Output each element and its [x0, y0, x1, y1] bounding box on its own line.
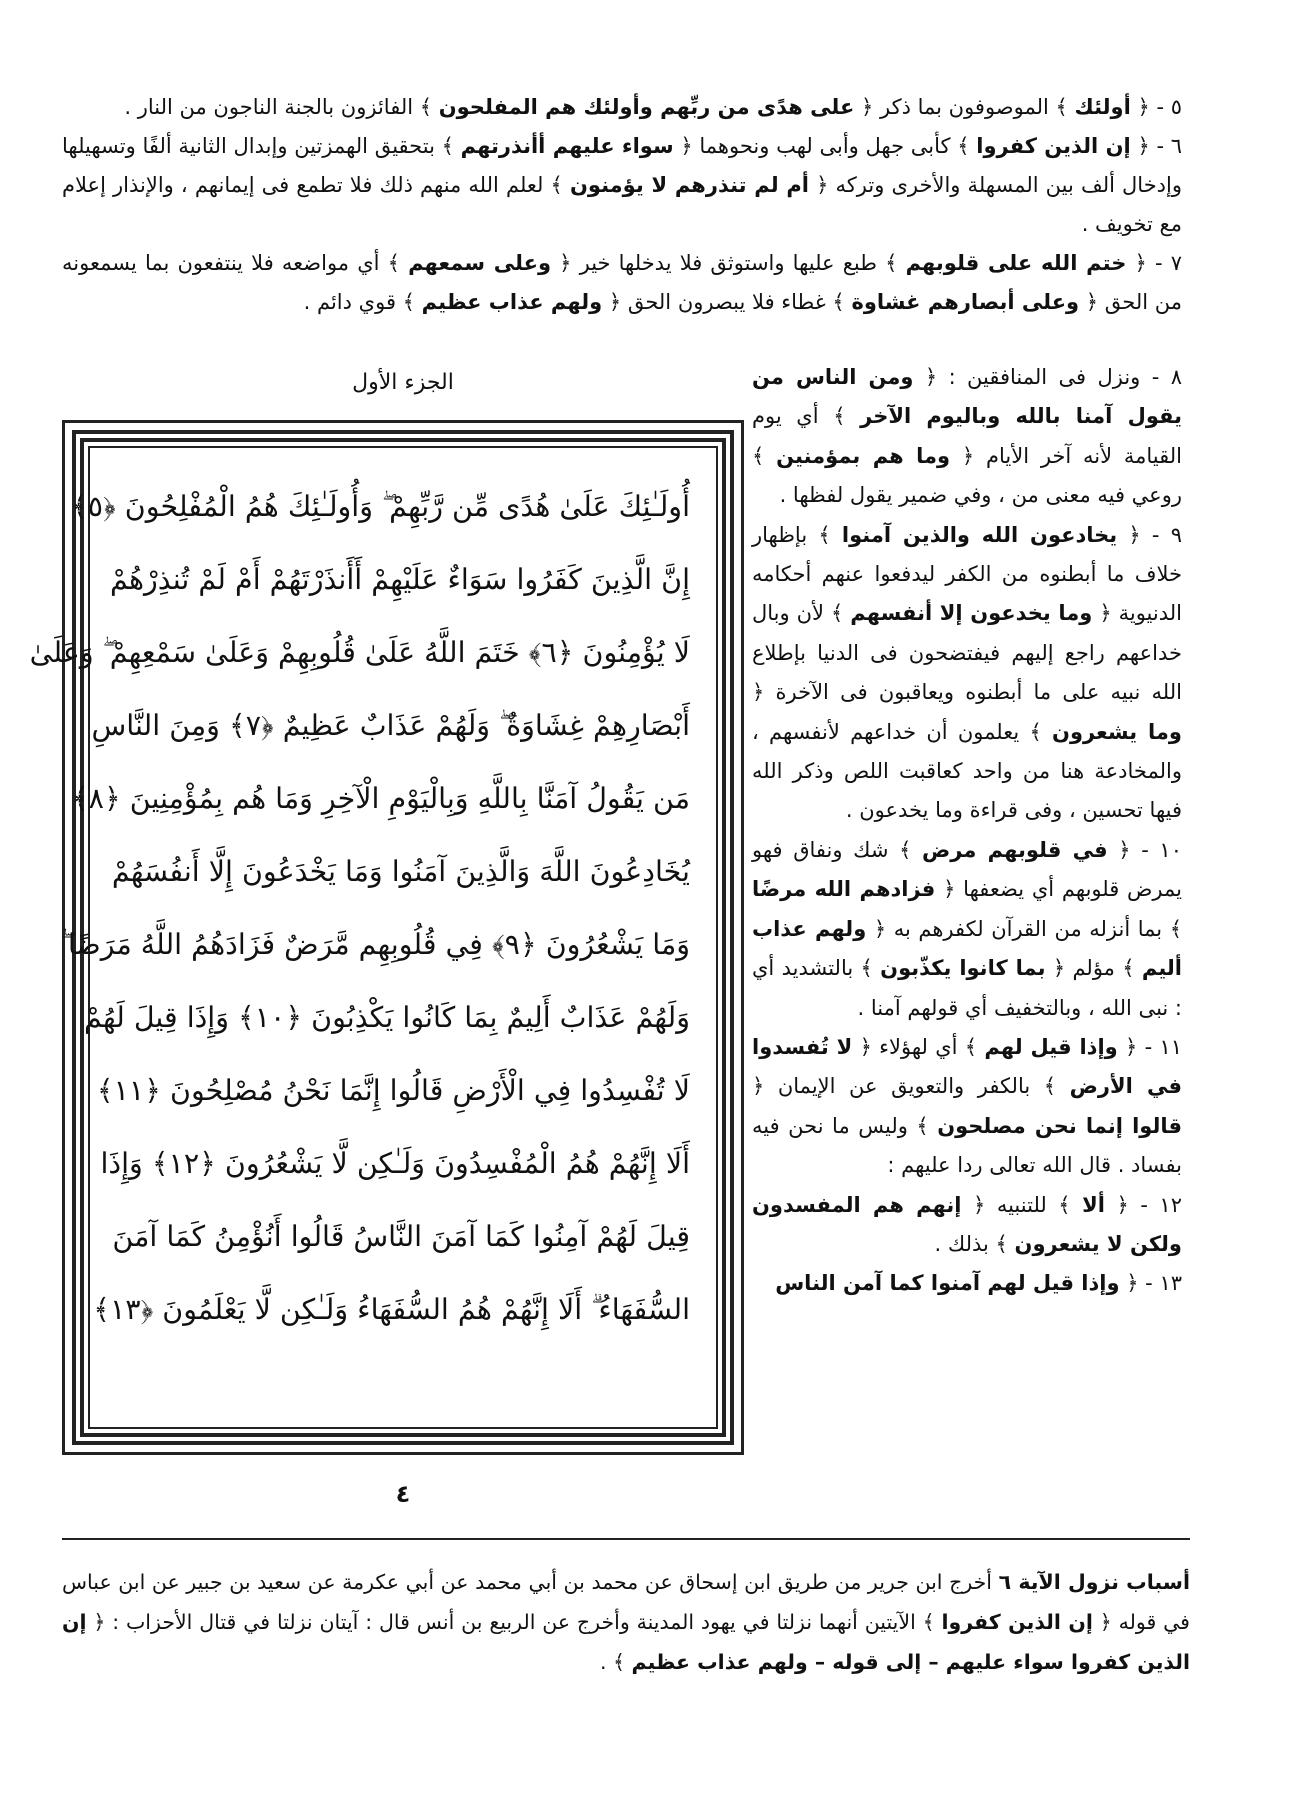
- quran-line: أَلَا إِنَّهُمْ هُمُ الْمُفْسِدُونَ وَلَـٰكِن لَّا يَشْعُرُونَ ﴿١٢﴾ وَإِذَا: [100, 1147, 690, 1180]
- quoted-text: إن الذين كفروا: [976, 134, 1131, 158]
- quoted-text: إن الذين كفروا: [941, 1610, 1093, 1634]
- quran-line: أَبْصَارِهِمْ غِشَاوَةٌ ۖ وَلَهُمْ عَذَابٌ عَظِيمٌ ﴿٧﴾ وَمِنَ النَّاسِ: [91, 709, 690, 742]
- quoted-text: ولهم عذاب عظيم: [421, 290, 603, 314]
- quran-line: وَمَا يَشْعُرُونَ ﴿٩﴾ فِي قُلُوبِهِم مَّرَضٌ فَزَادَهُمُ اللَّهُ مَرَضًا ۖ: [60, 928, 690, 961]
- verse-number: ٩ - ﴿: [1128, 522, 1182, 547]
- explanation: ﴾ بما أنزله من القرآن لكفرهم به ﴿: [873, 916, 1182, 941]
- commentary-verse-13: [752, 1264, 1182, 1303]
- explanation: ﴾ أي مواضعه فلا ينتفعون بما يسمعونه من الحق ﴿: [62, 251, 1182, 314]
- verse-number: ٥ - ﴿: [1137, 95, 1182, 119]
- frame-border: [29, 430, 734, 1445]
- quoted-text: أولئك: [1074, 95, 1131, 119]
- footnote-label: أسباب نزول الآية ٦: [998, 1570, 1190, 1594]
- commentary-verse-7: [62, 244, 1182, 322]
- quoted-text: وما يخدعون إلا أنفسهم: [850, 601, 1093, 626]
- quoted-text: وإذا قيل لهم: [984, 1034, 1118, 1059]
- quran-line: وَلَهُمْ عَذَابٌ أَلِيمٌ بِمَا كَانُوا يَكْذِبُونَ ﴿١٠﴾ وَإِذَا قِيلَ لَهُمْ: [83, 1001, 690, 1034]
- explanation: ﴾ غطاء فلا يبصرون الحق ﴿: [608, 290, 845, 314]
- quoted-text: وما هم بمؤمنين: [776, 443, 951, 468]
- explanation: ﴾ للتنبيه ﴿: [973, 1192, 1071, 1217]
- quran-line: قِيلَ لَهُمْ آمِنُوا كَمَا آمَنَ النَّاسُ قَالُوا أَنُؤْمِنُ كَمَا آمَنَ: [112, 1220, 690, 1253]
- explanation: ﴾ الموصوفون بما ذكر ﴿: [861, 95, 1068, 119]
- explanation: ﴾ وليس ما نحن فيه بفساد . قال الله تعالى ردا عليهم :: [752, 1113, 1182, 1178]
- footnote: [62, 1562, 1190, 1682]
- commentary-verse-10: [752, 831, 1182, 1028]
- quoted-text: ومن الناس من يقول آمنا بالله وباليوم الآخر: [752, 365, 1182, 429]
- page-number: ٤: [395, 1480, 411, 1508]
- quran-frame: [29, 420, 744, 1455]
- explanation: ﴾ شك ونفاق فهو يمرض قلوبهم أي يضعفها ﴿: [752, 837, 1182, 902]
- explanation: ﴾ بإظهار خلاف ما أبطنوه من الكفر ليدفعوا عنهم أحكامه الدنيوية ﴿: [752, 522, 1182, 626]
- explanation: ﴾ يعلمون أن خداعهم لأنفسهم ، والمخادعة هنا من واحد كعاقبت اللص وذكر الله فيها تحسين ، وفى قراءة وما يخدعون .: [752, 719, 1182, 823]
- verse-number: ٧ - ﴿: [1134, 251, 1182, 275]
- quoted-text: سواء عليهم أأنذرتهم: [460, 134, 674, 158]
- quoted-text: وما يشعرون: [1052, 719, 1182, 744]
- quoted-text: وإذا قيل لهم آمنوا كما آمن الناس: [775, 1271, 1120, 1296]
- explanation: ﴾ .: [599, 1650, 625, 1674]
- quoted-text: في قلوبهم مرض: [922, 837, 1108, 862]
- explanation: ﴾ أي يوم القيامة لأنه آخر الأيام ﴿: [752, 404, 1182, 468]
- quoted-text: بما كانوا يكذّبون: [880, 956, 1046, 981]
- quoted-text: ولهم عذاب أليم: [752, 916, 1182, 981]
- quoted-text: أم لم تنذرهم لا يؤمنون: [569, 173, 809, 197]
- quoted-text: على هدًى من ربِّهم وأولئك هم المفلحون: [438, 95, 855, 119]
- commentary-verse-12: [752, 1186, 1182, 1265]
- explanation: ﴾ بالكفر والتعويق عن الإيمان ﴿: [752, 1074, 1057, 1099]
- section-title: الجزء الأول: [352, 370, 454, 395]
- explanation: ﴾ الفائزون بالجنة الناجون من النار .: [124, 95, 433, 119]
- commentary-verse-9: [752, 516, 1182, 831]
- quran-line: مَن يَقُولُ آمَنَّا بِاللَّهِ وَبِالْيَوْمِ الْآخِرِ وَمَا هُم بِمُؤْمِنِينَ ﴿٨﴾: [71, 782, 690, 815]
- explanation: ﴾ روعي فيه معنى من ، وفي ضمير يقول لفظها .: [752, 443, 1182, 508]
- quoted-text: لا تُفسدوا في الأرض: [752, 1034, 1182, 1099]
- quoted-text: إنهم هم المفسدون ولكن لا يشعرون: [752, 1192, 1182, 1256]
- quoted-text: يخادعون الله والذين آمنوا: [841, 522, 1118, 547]
- explanation: ﴾ بالتشديد أي : نبى الله ، وبالتخفيف أي قولهم آمنا .: [752, 956, 1182, 1020]
- footnote-text: [62, 1562, 1190, 1682]
- top-commentary: [62, 88, 1182, 322]
- verse-number: ١٠ - ﴿: [1118, 837, 1182, 862]
- verse-number: ١٣ - ﴿: [1126, 1271, 1182, 1296]
- explanation: ﴾ أي لهؤلاء ﴿: [859, 1034, 978, 1059]
- quoted-text: قالوا إنما نحن مصلحون: [937, 1113, 1182, 1138]
- explanation: أخرج ابن جرير من طريق ابن إسحاق عن محمد بن أبي محمد عن أبي عكرمة عن سعيد بن جبير عن ابن عباس في قوله ﴿: [62, 1570, 1190, 1634]
- explanation: ﴾ الآيتين أنهما نزلتا في يهود المدينة وأخرج عن الربيع بن أنس قال : آيتان نزلتا في قتال الأحزاب : ﴿: [93, 1610, 935, 1634]
- quran-line: أُولَـٰئِكَ عَلَىٰ هُدًى مِّن رَّبِّهِمْ ۖ وَأُولَـٰئِكَ هُمُ الْمُفْلِحُونَ ﴿٥﴾: [71, 490, 690, 523]
- commentary-verse-5: [62, 88, 1182, 127]
- quoted-text: وعلى أبصارهم غشاوة: [851, 290, 1080, 314]
- commentary-verse-8: [752, 358, 1182, 516]
- explanation: ﴾ لأن وبال خداعهم راجع إليهم فيفتضحون فى الدنيا بإطلاع الله نبيه على ما أبطنوه ويعاقبون فى الآخرة ﴿: [752, 601, 1182, 705]
- explanation: ﴾ قوي دائم .: [303, 290, 415, 314]
- quoted-text: وعلى سمعهم: [408, 251, 551, 275]
- quran-text: [29, 446, 718, 1429]
- explanation: ﴾ مؤلم ﴿: [1052, 956, 1135, 981]
- explanation: ﴾ بذلك .: [934, 1231, 1008, 1256]
- side-commentary: [752, 358, 1182, 1304]
- explanation: ﴾ لعلم الله منهم ذلك فلا تطمع فى إيمانهم ، والإنذار إعلام مع تخويف .: [62, 173, 1182, 236]
- quran-line: إِنَّ الَّذِينَ كَفَرُوا سَوَاءٌ عَلَيْهِمْ أَأَنذَرْتَهُمْ أَمْ لَمْ تُنذِرْهُمْ: [110, 563, 690, 596]
- commentary-verse-11: [752, 1028, 1182, 1186]
- commentary-verse-6: [62, 127, 1182, 244]
- explanation: ﴾ طبع عليها واستوثق فلا يدخلها خير ﴿: [559, 251, 898, 275]
- quoted-text: فزادهم الله مرضًا: [752, 877, 936, 902]
- footnote-divider: [62, 1538, 1190, 1540]
- verse-number: ٨ - ونزل فى المنافقين : ﴿: [924, 365, 1182, 389]
- explanation: ﴾ بتحقيق الهمزتين وإبدال الثانية ألفًا وتسهيلها وإدخال ألف بين المسهلة والأخرى وتركه ﴿: [62, 134, 1183, 197]
- verse-number: ١١ - ﴿: [1125, 1034, 1182, 1059]
- quran-line: لَا تُفْسِدُوا فِي الْأَرْضِ قَالُوا إِنَّمَا نَحْنُ مُصْلِحُونَ ﴿١١﴾: [96, 1074, 690, 1107]
- quoted-text: ألا: [1082, 1192, 1105, 1217]
- quran-line: لَا يُؤْمِنُونَ ﴿٦﴾ خَتَمَ اللَّهُ عَلَىٰ قُلُوبِهِمْ وَعَلَىٰ سَمْعِهِمْ ۖ وَعَلَىٰ: [29, 636, 690, 669]
- quoted-text: ختم الله على قلوبهم: [905, 251, 1127, 275]
- verse-number: ٦ - ﴿: [1137, 134, 1183, 158]
- quoted-text: إن الذين كفروا سواء عليهم – إلى قوله – ولهم عذاب عظيم: [62, 1610, 1190, 1674]
- quran-line: يُخَادِعُونَ اللَّهَ وَالَّذِينَ آمَنُوا وَمَا يَخْدَعُونَ إِلَّا أَنفُسَهُمْ: [111, 855, 690, 888]
- verse-number: ١٢ - ﴿: [1116, 1192, 1182, 1217]
- quran-line: السُّفَهَاءُ ۗ أَلَا إِنَّهُمْ هُمُ السُّفَهَاءُ وَلَـٰكِن لَّا يَعْلَمُونَ ﴿١٣﴾: [93, 1293, 690, 1326]
- explanation: ﴾ كأبى جهل وأبى لهب ونحوهما ﴿: [680, 134, 970, 158]
